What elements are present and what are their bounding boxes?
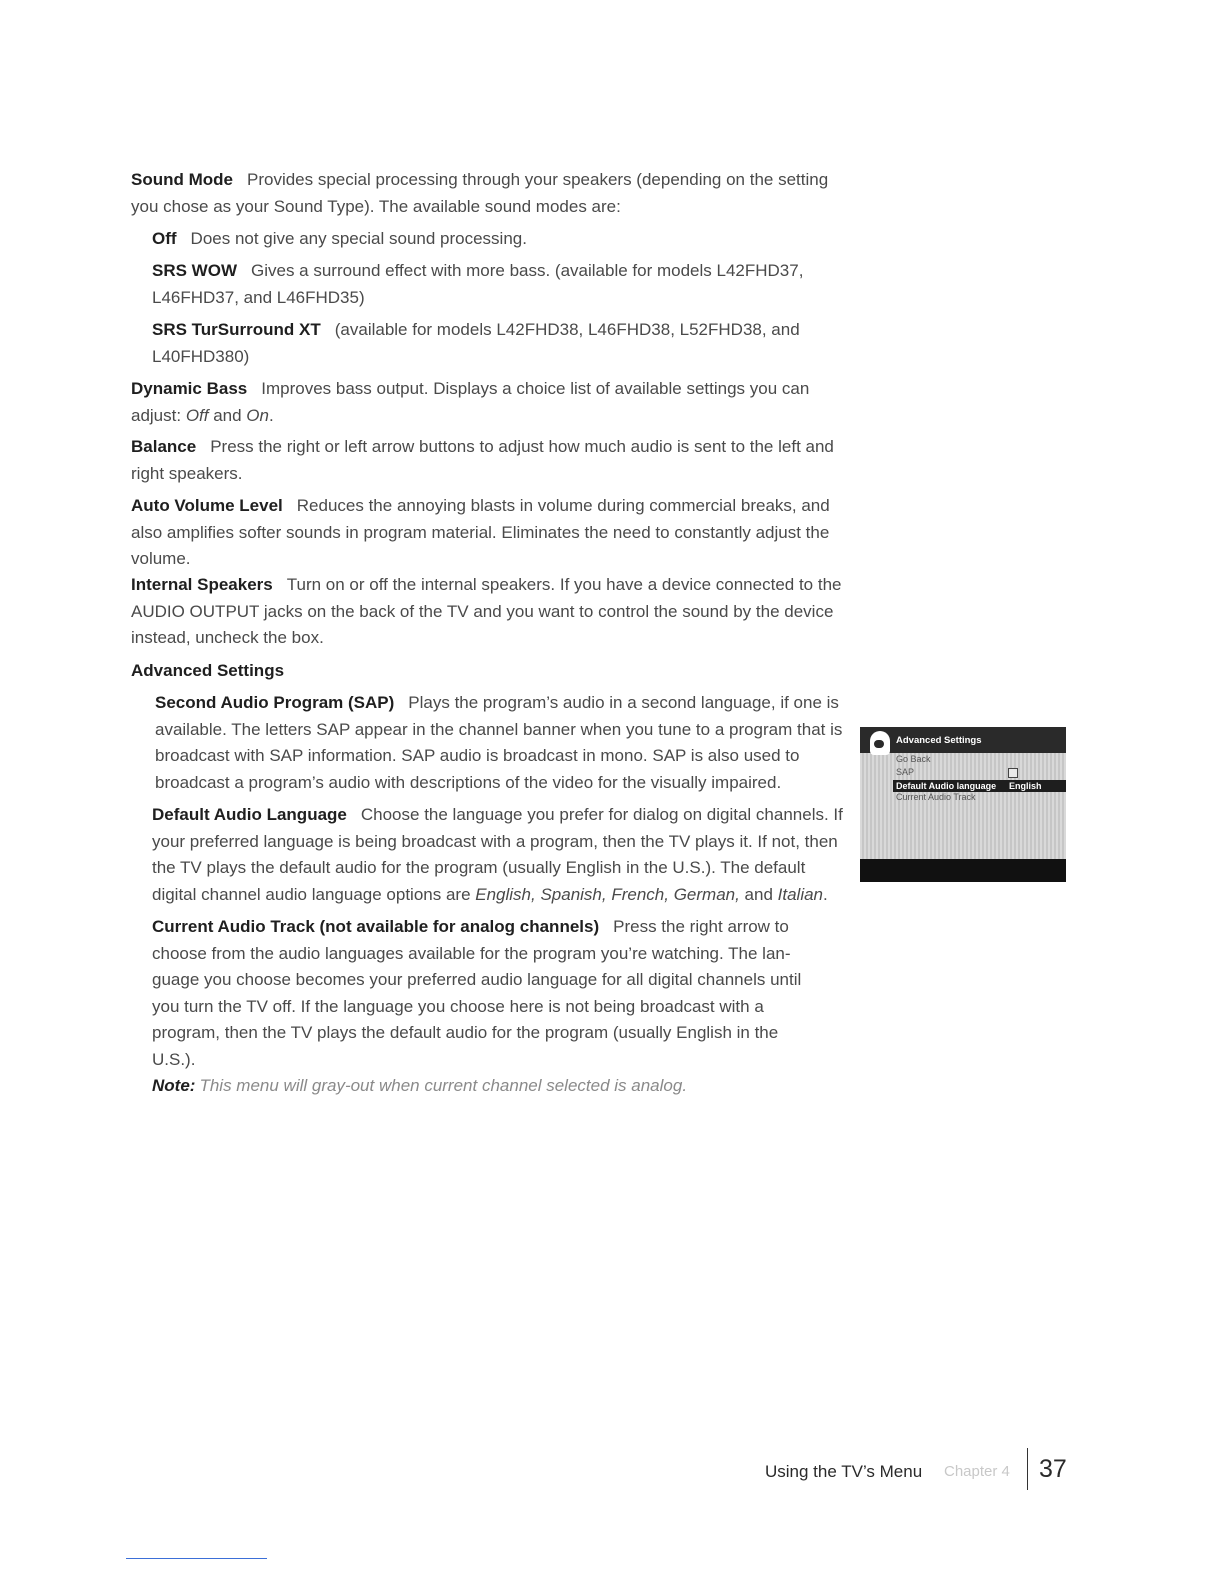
footer-section-label: Using the TV’s Menu xyxy=(765,1462,923,1481)
dynamic-bass-text: Improves bass output. Displays a choice list of available settings you can adjust: xyxy=(131,379,810,425)
current-track-text: Press the right arrow to choose from the audio languages available for the program you’re watching. The lan-guage you choose becomes your preferred audio language for all digital channels until you turn the TV off. If the language you choose here is not being broadcast with a program, then the TV plays the default audio for the program (usually English in the U.S.). xyxy=(152,917,802,1069)
menu-item-sap[interactable]: SAP xyxy=(896,767,915,777)
advanced-settings-term: Advanced Settings xyxy=(131,661,285,680)
advanced-settings-heading xyxy=(131,658,843,685)
default-audio-languages: English, Spanish, French, German, xyxy=(475,884,740,904)
internal-speakers-paragraph xyxy=(131,572,843,652)
auto-volume-text: Reduces the annoying blasts in volume during commercial breaks, and also amplifies softer sounds in program material. Eliminates the need to constantly adjust the volume. xyxy=(131,496,830,568)
default-audio-paragraph xyxy=(152,802,843,908)
advanced-settings-menu xyxy=(860,727,1066,882)
internal-speakers-text: Turn on or off the internal speakers. If you have a device connected to the AUDIO OUTPUT jacks on the back of the TV and you want to control the sound by the device instead, uncheck the box. xyxy=(131,575,842,647)
dynamic-bass-and: and xyxy=(208,405,247,425)
default-audio-last-language: Italian xyxy=(777,884,824,904)
sound-mode-paragraph xyxy=(131,167,843,220)
internal-speakers-term: Internal Speakers xyxy=(131,575,273,594)
default-audio-and: and xyxy=(739,884,778,904)
footer-divider xyxy=(1027,1448,1028,1490)
page-number: 37 xyxy=(1039,1455,1067,1483)
current-track-term: Current Audio Track (not available for analog channels) xyxy=(152,917,600,936)
dynamic-bass-term: Dynamic Bass xyxy=(131,379,248,398)
default-audio-term: Default Audio Language xyxy=(152,805,347,824)
footer-chapter-label: Chapter 4 xyxy=(944,1463,1010,1480)
menu-item-current-audio-track[interactable]: Current Audio Track xyxy=(896,792,976,802)
dynamic-bass-end: . xyxy=(268,405,274,425)
srs-tursurround-text: (available for models L42FHD38, L46FHD38, L52FHD38, and L40FHD380) xyxy=(152,320,800,366)
menu-item-default-audio-value: English xyxy=(1009,781,1042,791)
auto-volume-paragraph xyxy=(131,493,843,573)
menu-item-go-back[interactable]: Go Back xyxy=(896,754,931,764)
balance-text: Press the right or left arrow buttons to adjust how much audio is sent to the left and right speakers. xyxy=(131,437,834,483)
dynamic-bass-on: On xyxy=(246,405,269,425)
off-paragraph xyxy=(152,226,842,253)
srs-wow-paragraph xyxy=(152,258,842,311)
auto-volume-term: Auto Volume Level xyxy=(131,496,283,515)
off-term: Off xyxy=(152,229,177,248)
menu-item-default-audio-language[interactable] xyxy=(893,780,1066,792)
balance-paragraph xyxy=(131,434,843,487)
balance-term: Balance xyxy=(131,437,197,456)
srs-wow-text: Gives a surround effect with more bass. (available for models L42FHD37, L46FHD37, and L46FHD35) xyxy=(152,261,804,307)
menu-header xyxy=(860,727,1066,753)
sap-paragraph xyxy=(155,690,843,796)
dynamic-bass-off: Off xyxy=(185,405,209,425)
bottom-rule xyxy=(126,1558,267,1559)
srs-tursurround-paragraph xyxy=(152,317,842,370)
note-text: This menu will gray-out when current channel selected is analog. xyxy=(199,1076,688,1095)
menu-item-default-audio-label: Default Audio language xyxy=(896,781,997,791)
note-label: Note: xyxy=(152,1076,196,1095)
sap-checkbox[interactable] xyxy=(1008,768,1018,778)
sound-mode-term: Sound Mode xyxy=(131,170,233,189)
default-audio-end: . xyxy=(823,884,828,904)
menu-footer-bar xyxy=(860,859,1066,882)
srs-wow-term: SRS WOW xyxy=(152,261,237,280)
sap-term: Second Audio Program (SAP) xyxy=(155,693,395,712)
sound-mode-text: Provides special processing through your speakers (depending on the setting you chose as your Sound Type). The available sound modes are: xyxy=(131,170,829,216)
menu-title: Advanced Settings xyxy=(896,735,982,746)
dynamic-bass-paragraph xyxy=(131,376,843,429)
sap-text: Plays the program’s audio in a second language, if one is available. The letters SAP appear in the channel banner when you tune to a program that is broadcast with SAP information. SAP audio is broadcast in mono. SAP is also used to broadcast a program’s audio with descriptions of the video for the visually impaired. xyxy=(155,693,843,792)
current-track-paragraph xyxy=(152,914,820,1100)
off-text: Does not give any special sound processing. xyxy=(190,229,527,248)
default-audio-text: Choose the language you prefer for dialog on digital channels. If your preferred language is being broadcast with a program, then the TV plays it. If not, then the TV plays the default audio for the program (usually English in the U.S.). The default digital channel audio language options are xyxy=(152,805,843,904)
srs-tursurround-term: SRS TurSurround XT xyxy=(152,320,321,339)
tv-menu-icon xyxy=(870,731,890,755)
